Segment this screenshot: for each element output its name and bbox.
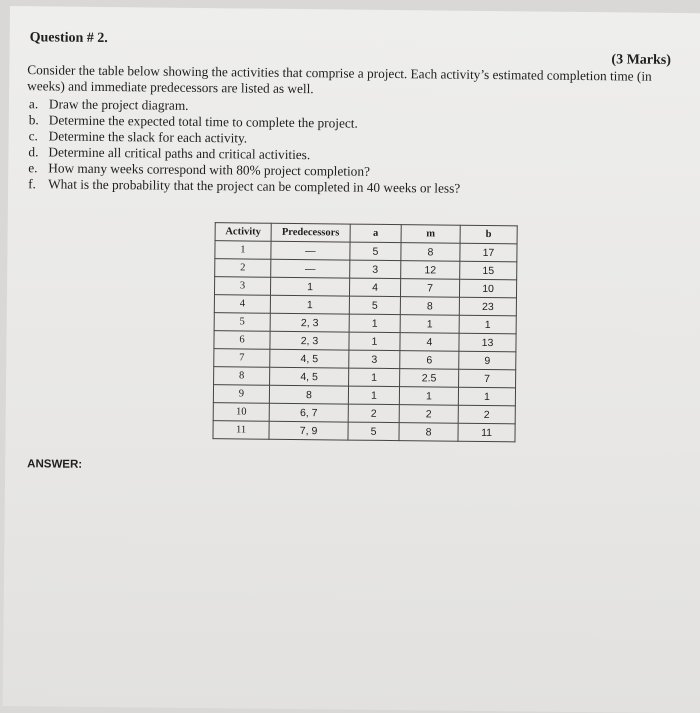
- header-b: b: [460, 225, 517, 244]
- item-letter: c.: [28, 128, 38, 144]
- b-cell: 2: [458, 405, 515, 424]
- a-cell: 1: [349, 368, 400, 387]
- item-text: How many weeks correspond with 80% project completion?: [48, 160, 370, 179]
- m-cell: 7: [400, 279, 459, 298]
- m-cell: 8: [400, 297, 459, 316]
- a-cell: 4: [349, 278, 400, 297]
- b-cell: 13: [459, 333, 516, 352]
- b-cell: 1: [458, 387, 515, 406]
- b-cell: 9: [459, 351, 516, 370]
- marks-label: (3 Marks): [611, 52, 672, 68]
- predecessors-cell: —: [271, 241, 350, 260]
- predecessors-cell: 2, 3: [270, 313, 349, 332]
- a-cell: 1: [348, 386, 399, 405]
- activity-cell: 8: [214, 367, 270, 386]
- b-cell: 23: [459, 297, 516, 316]
- activity-cell: 11: [213, 421, 269, 440]
- activity-cell: 1: [215, 241, 271, 260]
- activity-cell: 3: [214, 277, 270, 296]
- predecessors-cell: 2, 3: [270, 331, 349, 350]
- b-cell: 17: [460, 243, 517, 262]
- predecessors-cell: 4, 5: [270, 349, 349, 368]
- activity-cell: 2: [215, 259, 271, 278]
- item-letter: a.: [28, 96, 39, 112]
- item-letter: e.: [28, 160, 38, 176]
- a-cell: 5: [350, 242, 401, 261]
- predecessors-cell: 1: [270, 277, 349, 296]
- m-cell: 1: [400, 315, 459, 334]
- activity-cell: 9: [213, 385, 269, 404]
- item-text: What is the probability that the project can be completed in 40 weeks or less?: [48, 176, 461, 196]
- item-letter: d.: [28, 144, 39, 160]
- b-cell: 7: [459, 369, 516, 388]
- a-cell: 1: [349, 332, 400, 351]
- activity-table: [212, 222, 517, 442]
- activity-cell: 4: [214, 295, 270, 314]
- predecessors-cell: 7, 9: [269, 421, 348, 440]
- header-predecessors: Predecessors: [271, 223, 350, 242]
- m-cell: 6: [400, 351, 459, 370]
- activity-cell: 5: [214, 313, 270, 332]
- answer-label: ANSWER:: [27, 458, 83, 471]
- predecessors-cell: 8: [269, 385, 348, 404]
- question-item-f: [28, 176, 460, 197]
- b-cell: 11: [458, 423, 515, 442]
- item-letter: b.: [28, 112, 39, 128]
- m-cell: 8: [401, 243, 460, 262]
- item-text: Determine all critical paths and critical activities.: [48, 144, 311, 163]
- m-cell: 12: [401, 261, 460, 280]
- activity-cell: 7: [214, 349, 270, 368]
- question-items: [28, 96, 461, 197]
- b-cell: 10: [459, 279, 516, 298]
- item-text: Determine the expected total time to complete the project.: [48, 112, 358, 131]
- activity-table-wrapper: [212, 222, 517, 442]
- item-text: Draw the project diagram.: [48, 96, 189, 113]
- worksheet-page: [3, 6, 700, 713]
- a-cell: 3: [350, 260, 401, 279]
- a-cell: 5: [348, 422, 399, 441]
- a-cell: 5: [349, 296, 400, 315]
- question-title: Question # 2.: [29, 30, 108, 47]
- m-cell: 8: [399, 423, 458, 442]
- b-cell: 15: [460, 261, 517, 280]
- a-cell: 2: [348, 404, 399, 423]
- header-m: m: [401, 225, 460, 244]
- header-a: a: [350, 224, 401, 243]
- m-cell: 2: [399, 405, 458, 424]
- item-letter: f.: [28, 176, 36, 192]
- predecessors-cell: 4, 5: [270, 367, 349, 386]
- m-cell: 1: [399, 387, 458, 406]
- predecessors-cell: —: [271, 259, 350, 278]
- header-activity: Activity: [215, 223, 271, 242]
- b-cell: 1: [459, 315, 516, 334]
- activity-cell: 10: [213, 403, 269, 422]
- table-row: [213, 421, 515, 442]
- item-text: Determine the slack for each activity.: [48, 128, 248, 146]
- a-cell: 1: [349, 314, 400, 333]
- activity-cell: 6: [214, 331, 270, 350]
- m-cell: 2.5: [400, 369, 459, 388]
- predecessors-cell: 1: [270, 295, 349, 314]
- a-cell: 3: [349, 350, 400, 369]
- m-cell: 4: [400, 333, 459, 352]
- predecessors-cell: 6, 7: [269, 403, 348, 422]
- question-intro: Consider the table below showing the activities that comprise a project. Each activity’s estimated completion time (in weeks) and immediate predecessors are listed as well.: [27, 62, 652, 97]
